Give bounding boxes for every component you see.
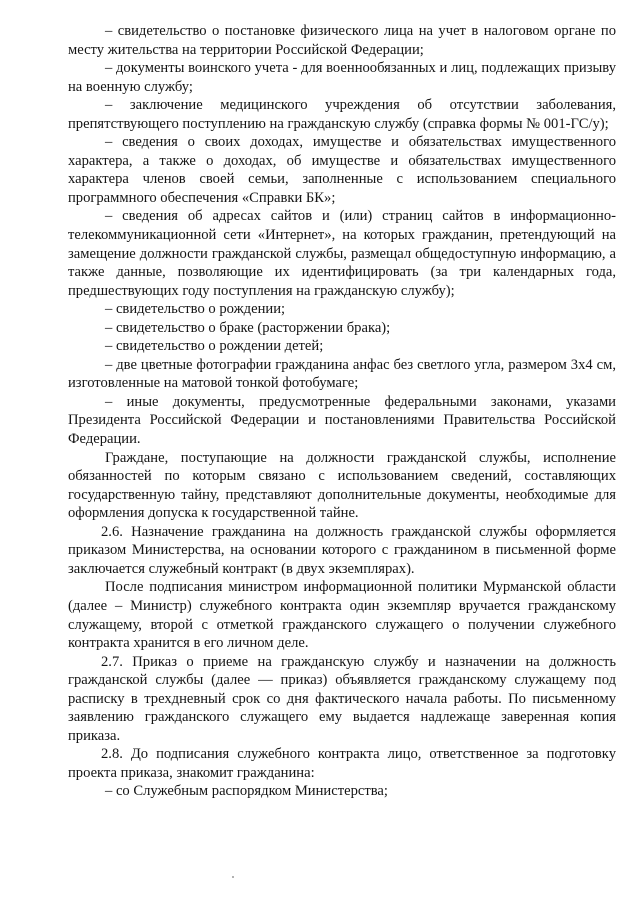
paragraph-2-6: 2.6. Назначение гражданина на должность гражданской службы оформляется приказом Министерства, на основании которого с гражданином в письменной форме заключается служебный контракт (в двух экземплярах). [68, 523, 616, 577]
paragraph-2-8: 2.8. До подписания служебного контракта лицо, ответственное за подготовку проекта приказа, знакомит гражданина: [68, 746, 616, 781]
list-item-website-addresses: – сведения об адресах сайтов и (или) страниц сайтов в информационно-телекоммуникационной сети «Интернет», на которых гражданин, претендующий на замещение должности гражданской службы, размещал общедоступную информацию, а также данные, позволяющие их идентифицировать (за три календарных года, предшествующих году поступления на гражданскую службу); [68, 208, 616, 299]
list-item-birth-certificate: – свидетельство о рождении; [105, 301, 286, 318]
list-item-service-regulations: – со Служебным распорядком Министерства; [105, 783, 388, 800]
list-item-children-birth-certificates: – свидетельство о рождении детей; [105, 338, 324, 355]
paragraph-contract-signing: После подписания министром информационной политики Мурманской области (далее – Министр) служебного контракта один экземпляр вручается гражданскому служащему, второй с отметкой гражданского служащего о получении служебного контракта хранится в его личном деле. [68, 579, 616, 652]
list-item-medical-certificate: – заключение медицинского учреждения об отсутствии заболевания, препятствующего поступлению на гражданскую службу (справка формы № 001-ГС/у); [68, 97, 616, 132]
list-item-photographs: – две цветные фотографии гражданина анфас без светлого угла, размером 3х4 см, изготовленные на матовой тонкой фотобумаге; [68, 356, 616, 392]
paragraph-2-7: 2.7. Приказ о приеме на гражданскую службу и назначении на должность гражданской службы (далее — приказ) объявляется гражданскому служащему под расписку в трехдневный срок со дня фактического начала работы. По письменному заявлению гражданского служащего ему выдается надлежаще заверенная копия приказа. [68, 653, 616, 744]
list-item-other-documents: – иные документы, предусмотренные федеральными законами, указами Президента Российской Федерации и постановлениями Правительства Российской Федерации. [68, 393, 616, 448]
list-item-income-information: – сведения о своих доходах, имуществе и обязательствах имущественного характера, а также о доходах, об имуществе и обязательствах имущественного характера членов своей семьи, заполненные с использованием специального программного обеспечения «Справки БК»; [68, 134, 616, 206]
paragraph-state-secret: Граждане, поступающие на должности гражданской службы, исполнение обязанностей по которым связано с использованием сведений, составляющих государственную тайну, представляют дополнительные документы, необходимые для оформления допуска к государственной тайне. [68, 449, 616, 522]
list-item-tax-registration: – свидетельство о постановке физического лица на учет в налоговом органе по месту жительства на территории Российской Федерации; [68, 23, 616, 58]
scan-speck [232, 876, 234, 878]
list-item-military-documents: – документы воинского учета - для военнообязанных и лиц, подлежащих призыву на военную службу; [68, 60, 616, 95]
list-item-marriage-certificate: – свидетельство о браке (расторжении брака); [105, 319, 391, 336]
document-page [68, 22, 616, 801]
